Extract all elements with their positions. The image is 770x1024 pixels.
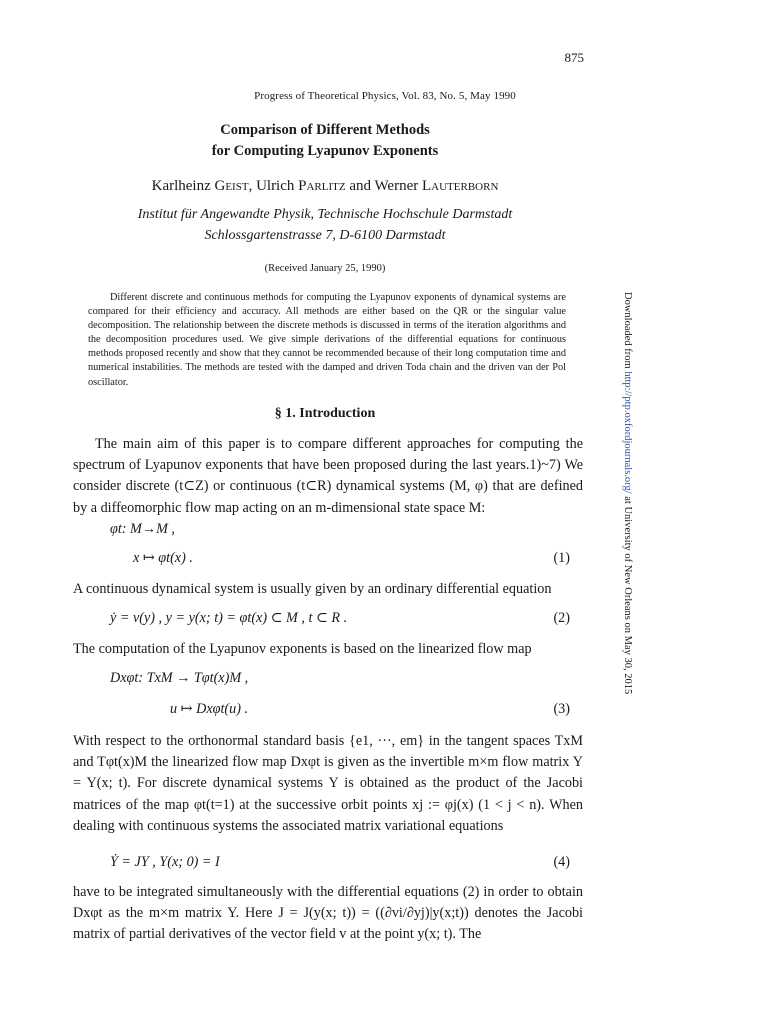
equation-3a: Dxφt: TxM → Tφt(x)M ,: [110, 670, 249, 686]
author-3-last: Lauterborn: [422, 178, 499, 194]
received-date: (Received January 25, 1990): [264, 263, 386, 274]
title-line-1: Comparison of Different Methods: [220, 122, 430, 138]
equation-3b: u ↦ Dxφt(u) .: [170, 701, 249, 717]
equation-1a: φt: M→M ,: [110, 521, 175, 537]
download-sidebar: [622, 292, 633, 732]
equation-2: ẏ = v(y) , y = y(x; t) = φt(x) ⊂ M , t ⊂ R .: [110, 610, 348, 626]
paragraph-1: The main aim of this paper is to compare different approaches for computing the spectrum of Lyapunov exponents that have been proposed during the last years.1)~7) We consider discrete (t⊂Z) or continuous (t⊂R) dynamical systems (M, φ) that are defined by a diffeomorphic flow map acting on an m-dimensional state space M:: [73, 436, 583, 516]
affiliation-line-1: Institut für Angewandte Physik, Technische Hochschule Darmstadt: [137, 207, 513, 222]
author-1-last: Geist: [214, 178, 249, 194]
paragraph-4: With respect to the orthonormal standard basis {e1, ···, em} in the tangent spaces TxM and Tφt(x)M the linearized flow map Dxφt is given as the invertible m×m flow matrix Y = Y(x; t). For discrete dynamical systems Y is obtained as the product of the Jacobi matrices of the map φt(t=1) at the successive orbit points xj := φj(x) (1 < j < n). When dealing with continuous systems the associated matrix variational equations: [73, 733, 583, 834]
page-number: 875: [564, 50, 584, 65]
paragraph-2: A continuous dynamical system is usually given by an ordinary differential equation: [73, 581, 552, 597]
equation-2-number: (2): [553, 610, 570, 626]
title-line-2: for Computing Lyapunov Exponents: [211, 143, 439, 159]
abstract: Different discrete and continuous methods for computing the Lyapunov exponents of dynamical systems are compared for their efficiency and accuracy. All methods are either based on the QR or the singular value decomposition. The relationship between the discrete methods is discussed in terms of the iteration algorithms and the decomposition procedures used. We give simple derivations of the differential equations for continuous methods proposed recently and show that they cannot be recommended because of their long computation time and numerical instabilities. The methods are tested with the damped and driven Toda chain and the driven van der Pol oscillator.: [88, 292, 566, 388]
author-sep-2: and Werner: [345, 178, 422, 194]
paragraph-3: The computation of the Lyapunov exponents is based on the linearized flow map: [73, 641, 532, 657]
equation-1-number: (1): [553, 550, 570, 566]
sidebar-link[interactable]: http://ptp.oxfordjournals.org/: [622, 371, 633, 494]
journal-line: Progress of Theoretical Physics, Vol. 83, No. 5, May 1990: [254, 90, 516, 102]
author-sep-1: , Ulrich: [248, 178, 299, 194]
equation-3-number: (3): [553, 701, 570, 717]
section-heading: § 1. Introduction: [274, 406, 376, 421]
paragraph-5: have to be integrated simultaneously with the differential equations (2) in order to obtain Dxφt as the m×m matrix Y. Here J = J(y(x; t)) = ((∂vi/∂yj)|y(x;t)) denotes the Jacobi matrix of partial derivatives of the vector field v at the point y(x; t). The: [73, 884, 583, 943]
author-1-first: Karlheinz: [151, 178, 215, 194]
sidebar-prefix: Downloaded from: [622, 292, 633, 372]
equation-4-number: (4): [553, 854, 570, 870]
equation-4: Ẏ = JY , Y(x; 0) = I: [110, 854, 220, 870]
equation-1b: x ↦ φt(x) .: [133, 550, 193, 566]
sidebar-suffix: at University of New Orleans on May 30, 2015: [622, 493, 633, 695]
authors: [0, 178, 650, 195]
author-2-last: Parlitz: [298, 178, 346, 194]
affiliation-line-2: Schlossgartenstrasse 7, D-6100 Darmstadt: [204, 228, 446, 243]
